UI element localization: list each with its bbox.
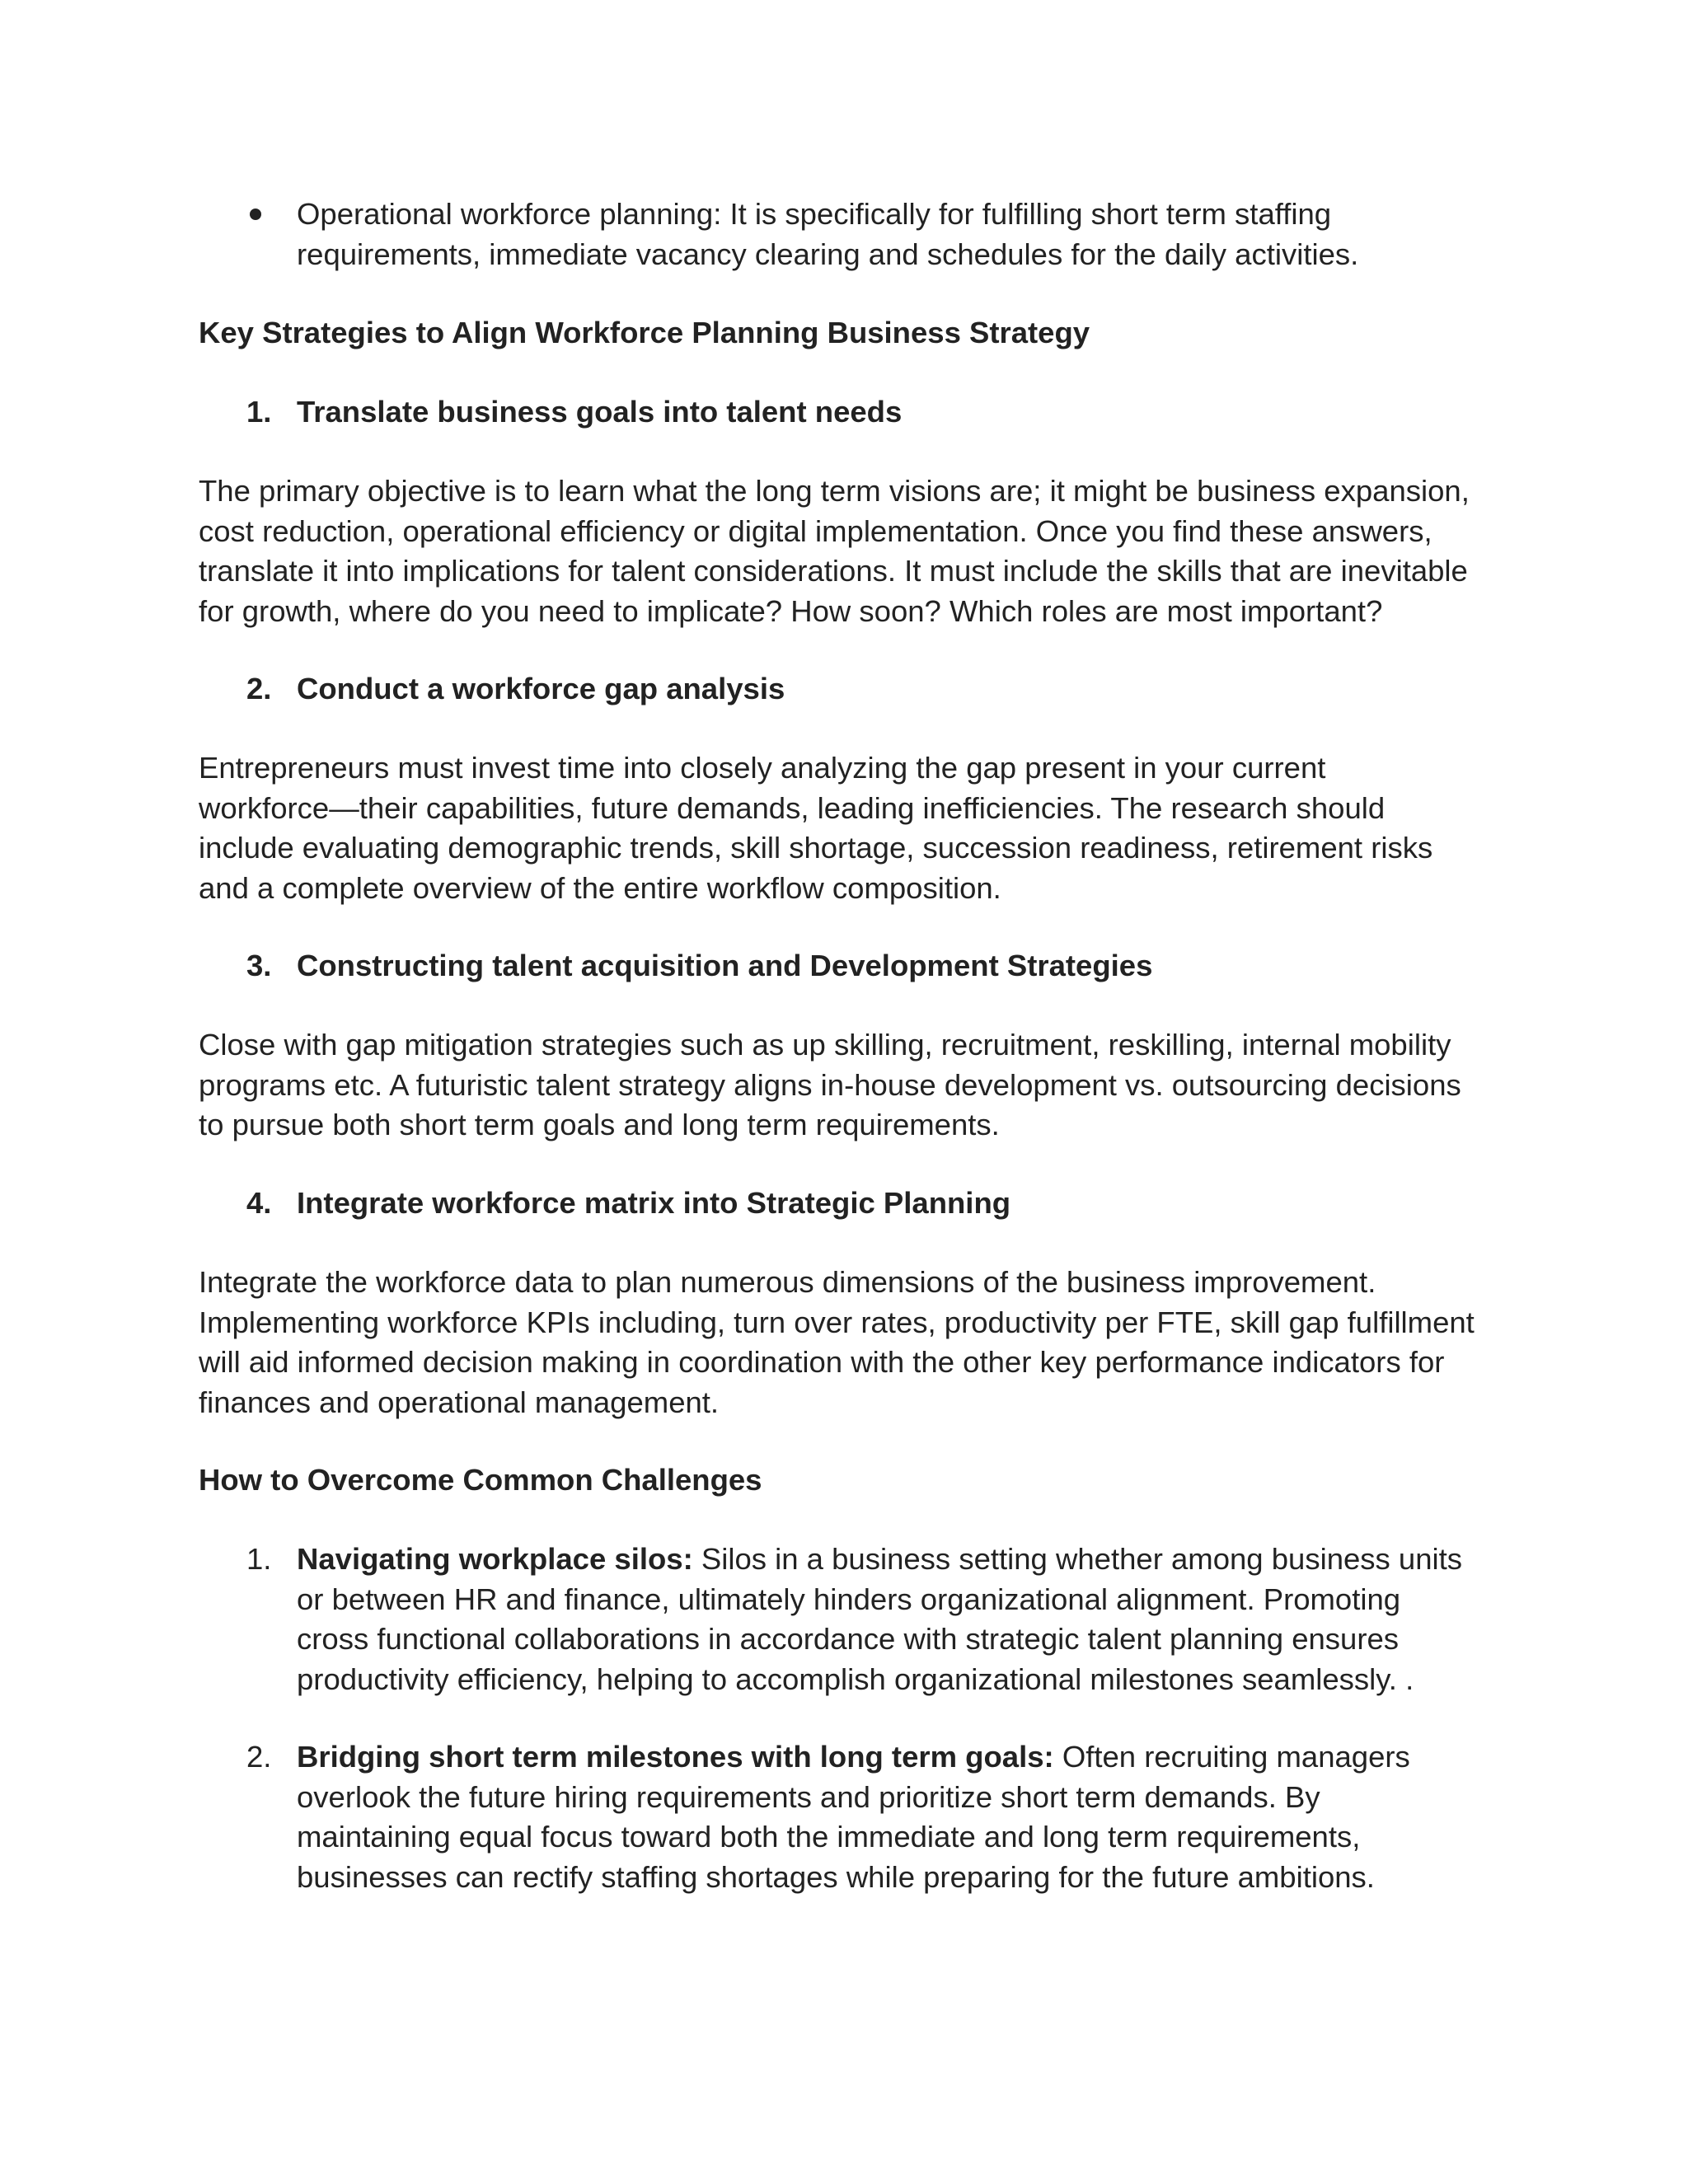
paragraph-line: finances and operational management. (199, 1385, 720, 1419)
strategy-paragraph-3 (199, 1025, 1501, 1146)
challenge-first-line (297, 1737, 1501, 1778)
strategy-paragraph-2 (199, 748, 1501, 908)
paragraph-line: to pursue both short term goals and long term requirements. (199, 1108, 1000, 1141)
paragraph-line: cost reduction, operational efficiency or digital implementation. Once you find these answers, (199, 513, 1432, 548)
paragraph-line: Close with gap mitigation strategies such as up skilling, recruitment, reskilling, internal mobility (199, 1028, 1451, 1062)
strategy-heading-2 (199, 669, 1501, 710)
paragraph-line: include evaluating demographic trends, skill shortage, succession readiness, retirement risks (199, 831, 1433, 865)
list-number: 1. (246, 1542, 272, 1576)
challenge-line: overlook the future hiring requirements and prioritize short term demands. By (297, 1779, 1320, 1814)
challenge-line: cross functional collaborations in accordance with strategic talent planning ensures (297, 1622, 1400, 1656)
challenge-line: maintaining equal focus toward both the immediate and long term requirements, (297, 1820, 1361, 1854)
paragraph-line: for growth, where do you need to implicate? How soon? Which roles are most important? (199, 593, 1383, 628)
section-heading-key-strategies: Key Strategies to Align Workforce Planning Business Strategy (199, 316, 1090, 349)
intro-bullet-item (199, 194, 1501, 274)
list-number: 4. (246, 1186, 272, 1220)
list-number: 1. (246, 395, 272, 429)
challenge-lead-rest: Often recruiting managers (1053, 1740, 1410, 1774)
challenge-line: businesses can rectify staffing shortages while preparing for the future ambitions. (297, 1859, 1375, 1894)
paragraph-line: workforce—their capabilities, future demands, leading inefficiencies. The research should (199, 790, 1386, 825)
challenge-lead-rest: Silos in a business setting whether among business units (692, 1542, 1463, 1576)
intro-bullet-line: requirements, immediate vacancy clearing and schedules for the daily activities. (297, 237, 1359, 271)
challenge-lead: Bridging short term milestones with long term goals: (297, 1740, 1054, 1774)
challenge-text (297, 1737, 1501, 1897)
paragraph-line: programs etc. A futuristic talent strategy aligns in-house development vs. outsourcing decisions (199, 1067, 1461, 1102)
strategy-heading-1 (199, 392, 1501, 433)
strategy-paragraph-1 (199, 471, 1501, 631)
challenge-line: productivity efficiency, helping to accomplish organizational milestones seamlessly. . (297, 1661, 1414, 1696)
strategy-paragraph-4 (199, 1263, 1501, 1422)
strategy-heading-4 (199, 1183, 1501, 1224)
intro-bullet-text (297, 194, 1501, 274)
list-number: 2. (246, 1740, 272, 1774)
paragraph-line: Integrate the workforce data to plan numerous dimensions of the business improvement. (199, 1265, 1376, 1299)
section-heading-challenges: How to Overcome Common Challenges (199, 1463, 762, 1497)
challenge-text (297, 1540, 1501, 1699)
paragraph-line: translate it into implications for talent considerations. It must include the skills that are inevitable (199, 554, 1468, 588)
paragraph-line: Entrepreneurs must invest time into closely analyzing the gap present in your current (199, 751, 1326, 785)
strategy-title: Conduct a workforce gap analysis (297, 672, 785, 705)
challenge-item-1 (199, 1540, 1501, 1699)
paragraph-line: The primary objective is to learn what the long term visions are; it might be business expansion, (199, 474, 1470, 508)
challenge-first-line (297, 1540, 1501, 1580)
bullet-icon (250, 209, 261, 220)
strategy-title: Integrate workforce matrix into Strategic Planning (297, 1186, 1011, 1220)
strategy-heading-3 (199, 946, 1501, 987)
challenge-item-2 (199, 1737, 1501, 1897)
challenge-lead: Navigating workplace silos: (297, 1542, 693, 1576)
strategy-title: Constructing talent acquisition and Development Strategies (297, 949, 1153, 982)
list-number: 2. (246, 672, 272, 705)
list-number: 3. (246, 949, 272, 982)
strategy-title: Translate business goals into talent needs (297, 395, 903, 429)
paragraph-line: will aid informed decision making in coordination with the other key performance indicators for (199, 1345, 1445, 1379)
paragraph-line: Implementing workforce KPIs including, turn over rates, productivity per FTE, skill gap fulfillment (199, 1305, 1475, 1339)
paragraph-line: and a complete overview of the entire workflow composition. (199, 870, 1001, 905)
intro-bullet-line: Operational workforce planning: It is specifically for fulfilling short term staffing (297, 197, 1332, 231)
challenge-line: or between HR and finance, ultimately hinders organizational alignment. Promoting (297, 1582, 1401, 1616)
